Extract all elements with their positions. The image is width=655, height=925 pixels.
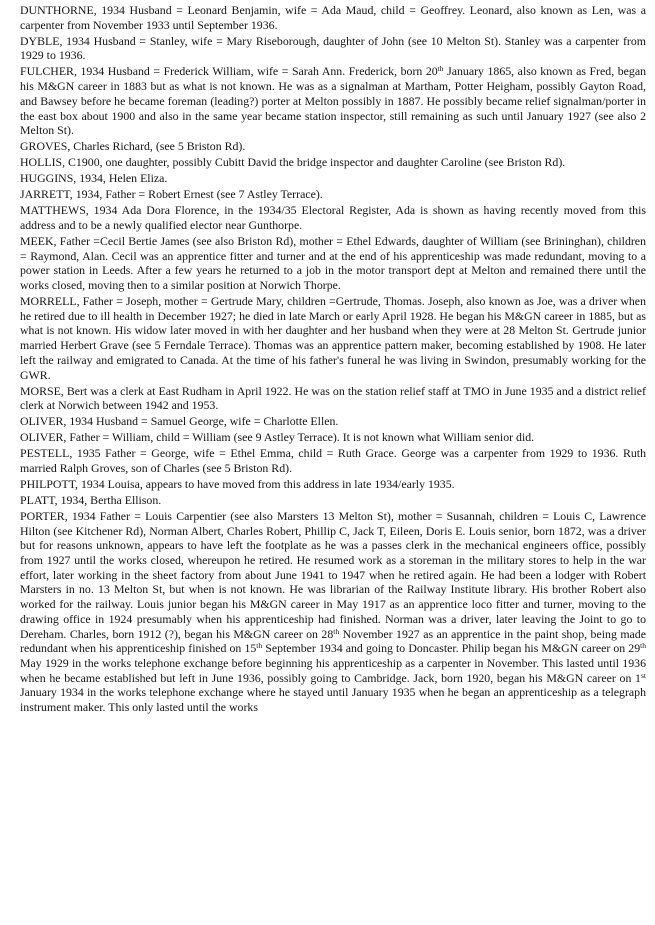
- entry-text: DUNTHORNE, 1934 Husband = Leonard Benjamin, wife = Ada Maud, child = Geoffrey. Leonard, also known as Len, was a carpenter from November 1933 until September 1936.: [20, 3, 646, 32]
- register-entry: [20, 477, 646, 492]
- register-entry: [20, 64, 646, 138]
- register-entry: [20, 493, 646, 508]
- register-entry: [20, 3, 646, 32]
- entry-text: PESTELL, 1935 Father = George, wife = Ethel Emma, child = Ruth Grace. George was a carpenter from 1929 to 1936. Ruth married Ralph Groves, son of Charles (see 5 Briston Rd).: [20, 446, 646, 475]
- register-entry: [20, 384, 646, 413]
- entry-text: OLIVER, Father = William, child = William (see 9 Astley Terrace). It is not known what William senior did.: [20, 430, 535, 445]
- entry-text: JARRETT, 1934, Father = Robert Ernest (see 7 Astley Terrace).: [20, 187, 323, 202]
- register-entry: [20, 203, 646, 232]
- register-entry: [20, 446, 646, 475]
- register-entry: [20, 234, 646, 293]
- entry-text: DYBLE, 1934 Husband = Stanley, wife = Mary Riseborough, daughter of John (see 10 Melton St). Stanley was a carpenter from 1929 to 1936.: [20, 33, 646, 63]
- entry-text: MEEK, Father =Cecil Bertie James (see also Briston Rd), mother = Ethel Edwards, daughter of William (see Brininghan), children = Raymond, Alan. Cecil was an apprentice fitter and turner and at the end of his apprenticeship was made redundant, moving to a power station in Leeds. After a few years he returned to a job in the motor transport dept at Melton and remained there until the works closed, moving then to a similar position at Norwich Thorpe.: [20, 233, 646, 293]
- ordinal-suffix: th: [256, 641, 263, 651]
- entry-text: GROVES, Charles Richard, (see 5 Briston Rd).: [20, 139, 246, 154]
- register-entry: [20, 187, 646, 202]
- entry-text: May 1929 in the works telephone exchange before beginning his apprenticeship as a carpenter in November. This lasted until 1936 when he became established but left in June 1936, possibly going to Cambridge. Jack, born 1920, began his M&GN career on 1: [20, 655, 646, 685]
- register-entry: [20, 171, 646, 186]
- entry-text: MORRELL, Father = Joseph, mother = Gertrude Mary, children =Gertrude, Thomas. Joseph, also known as Joe, was a driver when he retired due to ill health in December 1927; he died in late March or early April 1928. He began his M&GN career in 1885, but as what is not known. His widow later moved in with her daughter and her husband when they were at 28 Melton St. Gertrude junior married Herbert Grave (see 5 Ferndale Terrace). Thomas was an apprentice pattern maker, becoming established by 1908. He later left the railway and emigrated to Canada. At the time of his father's funeral he was living in Swindon, presumably working for the GWR.: [20, 294, 646, 382]
- ordinal-suffix: st: [640, 670, 646, 680]
- entry-text: September 1934 and going to Doncaster. Philip began his M&GN career on 29: [262, 641, 641, 656]
- entry-text: PHILPOTT, 1934 Louisa, appears to have moved from this address in late 1934/early 1935.: [20, 476, 455, 491]
- register-entry: [20, 509, 646, 715]
- register-entry: [20, 34, 646, 63]
- register-entry: [20, 155, 646, 170]
- entry-text: January 1934 in the works telephone exchange where he stayed until January 1935 when he began an apprenticeship as a telegraph instrument maker. This only lasted until the works: [20, 685, 646, 715]
- entry-text: PORTER, 1934 Father = Louis Carpentier (see also Marsters 13 Melton St), mother = Susannah, children = Louis C, Lawrence Hilton (see Kitchener Rd), Norman Albert, Charles Robert, Phillip C, Jack T, Eileen, Doris E. Louis senior, born 1872, was a driver but for reasons unknown, appears to have left the footplate as he was a passes clerk in the mechanical engineers office, possibly from 1927 until the works closed, whereupon he retired. He resumed work as a storeman in the military stores to help in the war effort, later working in the sheet factory from about June 1941 to 1947 when he retired again. He had been a lodger with Robert Marsters in no. 13 Melton St, but when is not known. He was librarian of the Railway Institute library. His brother Robert also worked for the railway. Louis junior began his M&GN career in May 1917 as an apprentice loco fitter and turner, moving to the drawing office in 1924 presumably when his apprenticeship had finished. Norman was a driver, later leaving the Joint to go to Dereham. Charles, born 1912 (?), began his M&GN career on 28: [20, 508, 646, 641]
- register-entry: [20, 294, 646, 382]
- register-entry: [20, 139, 646, 154]
- register-entry: [20, 414, 646, 429]
- entry-text: January 1865, also known as Fred, began his M&GN career in 1883 but as what is not known. He was as a signalman at Martham, Potter Heigham, possibly Gayton Road, and Bawsey before he became foreman (leading?) porter at Melton possibly in 1887. He possibly became relief signalman/porter in the east box about 1900 and also in the same year became station inspector, still remaining as such until January 1927 (see also 2 Melton St).: [20, 64, 647, 138]
- register-entry: [20, 430, 646, 445]
- entry-text: FULCHER, 1934 Husband = Frederick William, wife = Sarah Ann. Frederick, born 20: [20, 64, 438, 79]
- entry-text: OLIVER, 1934 Husband = Samuel George, wife = Charlotte Ellen.: [20, 414, 339, 429]
- entry-text: MATTHEWS, 1934 Ada Dora Florence, in the 1934/35 Electoral Register, Ada is shown as having recently moved from this address and to be a newly qualified elector near Gunthorpe.: [20, 203, 646, 232]
- ordinal-suffix: th: [437, 64, 444, 74]
- entry-text: HUGGINS, 1934, Helen Eliza.: [20, 171, 168, 186]
- entry-text: HOLLIS, C1900, one daughter, possibly Cubitt David the bridge inspector and daughter Caroline (see Briston Rd).: [20, 155, 566, 170]
- ordinal-suffix: th: [640, 641, 646, 651]
- entry-text: PLATT, 1934, Bertha Ellison.: [20, 492, 162, 507]
- entry-text: November 1927 as an apprentice in the paint shop, being made redundant when his apprenticeship finished on 15: [20, 626, 646, 656]
- entry-text: MORSE, Bert was a clerk at East Rudham in April 1922. He was on the station relief staff at TMO in June 1935 and a district relief clerk at Norwich between 1942 and 1953.: [20, 383, 646, 413]
- ordinal-suffix: th: [333, 626, 340, 636]
